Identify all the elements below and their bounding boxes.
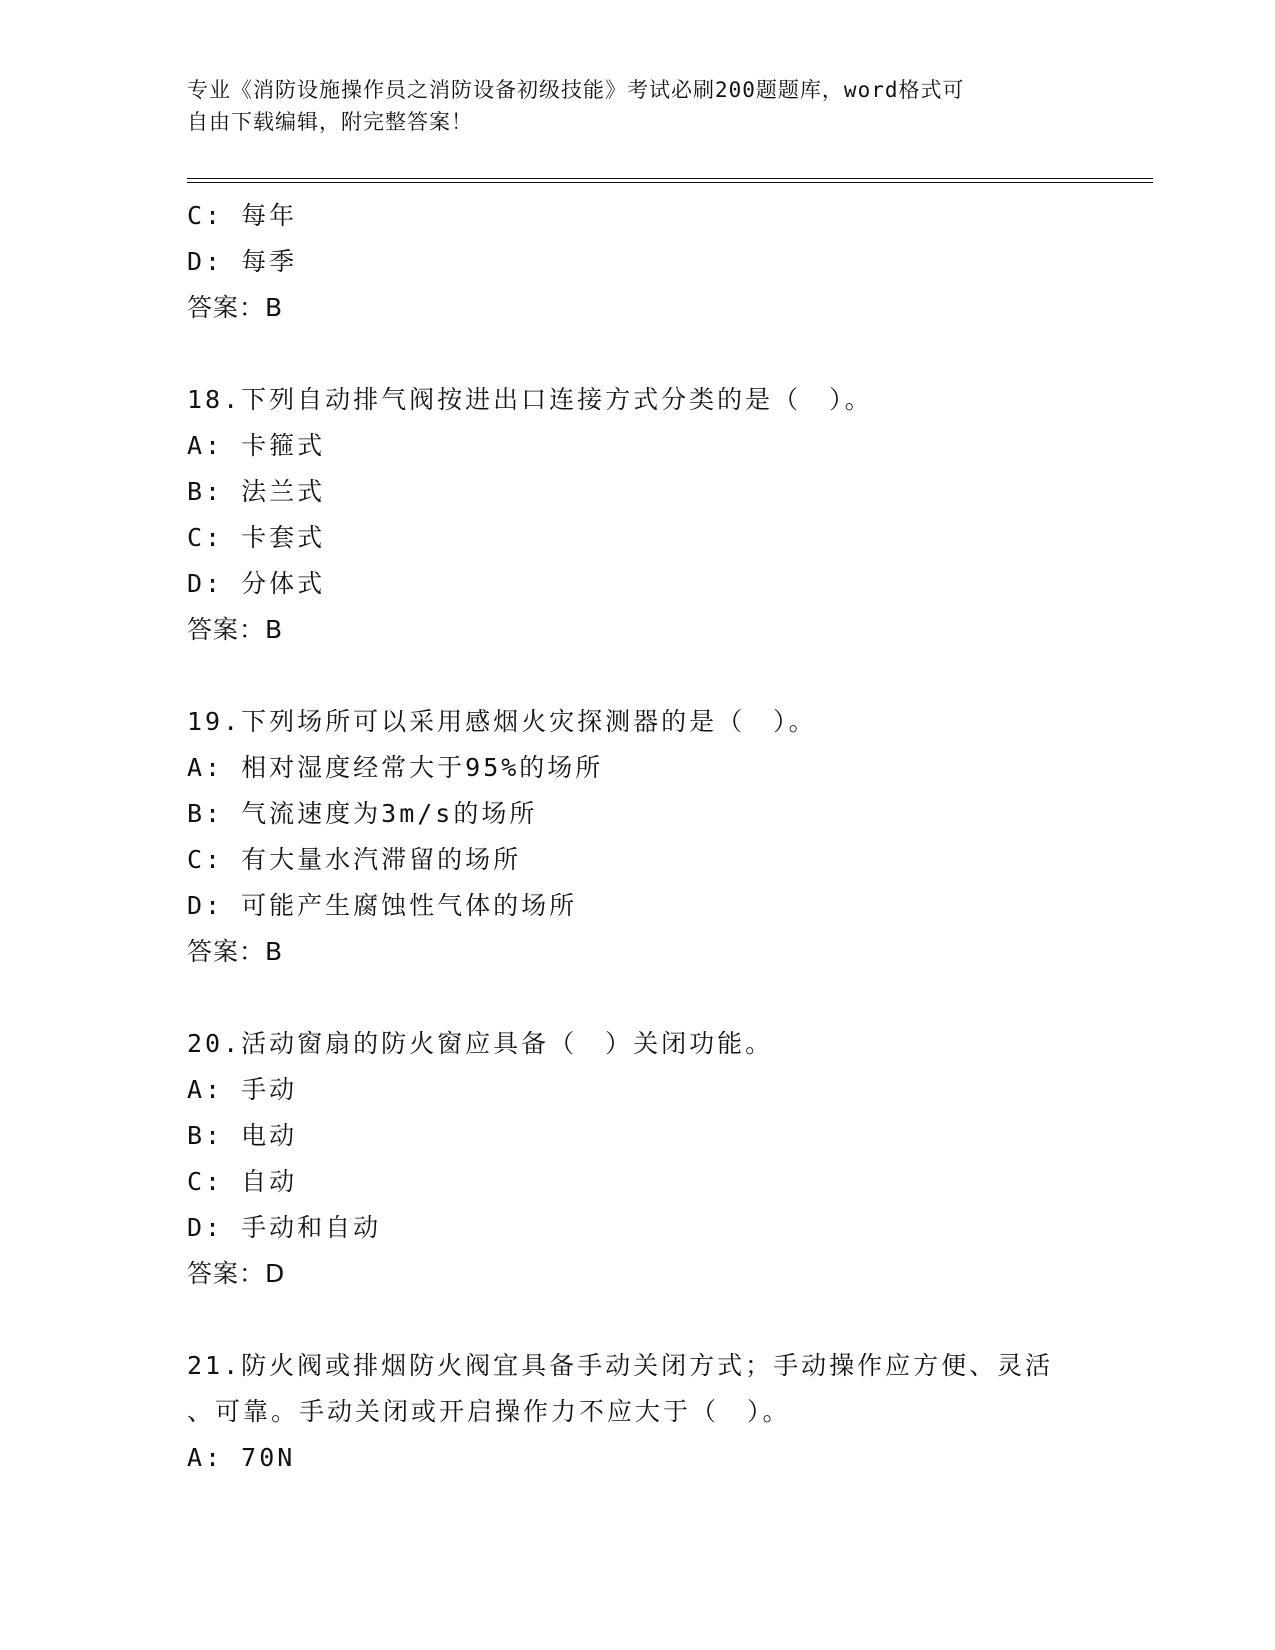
option-c: C: 每年 [187, 201, 298, 230]
answer: 答案：D [187, 1259, 286, 1288]
header-line-2: 自由下载编辑，附完整答案！ [187, 110, 473, 134]
spacer [187, 653, 1087, 699]
spacer [187, 331, 1087, 377]
option-a: A: 卡箍式 [187, 431, 326, 460]
question-text-line-1: 21.防火阀或排烟防火阀宜具备手动关闭方式；手动操作应方便、灵活 [187, 1351, 1054, 1380]
spacer [187, 975, 1087, 1021]
option-b: B: 气流速度为3m/s的场所 [187, 799, 538, 828]
option-d: D: 分体式 [187, 569, 326, 598]
header-divider-top [187, 178, 1153, 179]
answer: 答案：B [187, 615, 284, 644]
question-21 [187, 1343, 1087, 1481]
question-list [187, 193, 1087, 1481]
option-d: D: 手动和自动 [187, 1213, 382, 1242]
header-divider-bottom [187, 182, 1153, 183]
document-header [187, 74, 1067, 138]
option-a: A: 手动 [187, 1075, 298, 1104]
option-a: A: 70N [187, 1443, 296, 1472]
spacer [187, 1297, 1087, 1343]
question-text-line-2: 、可靠。手动关闭或开启操作力不应大于（ ）。 [187, 1397, 791, 1426]
option-b: B: 电动 [187, 1121, 298, 1150]
question-17 [187, 193, 1087, 331]
option-c: C: 卡套式 [187, 523, 326, 552]
option-c: C: 有大量水汽滞留的场所 [187, 845, 522, 874]
option-c: C: 自动 [187, 1167, 298, 1196]
question-text: 18.下列自动排气阀按进出口连接方式分类的是（ ）。 [187, 385, 873, 414]
question-text: 20.活动窗扇的防火窗应具备（ ）关闭功能。 [187, 1029, 774, 1058]
question-text: 19.下列场所可以采用感烟火灾探测器的是（ ）。 [187, 707, 817, 736]
option-d: D: 每季 [187, 247, 298, 276]
question-19 [187, 699, 1087, 975]
header-line-1: 专业《消防设施操作员之消防设备初级技能》考试必刷200题题库，word格式可 [187, 78, 965, 102]
option-b: B: 法兰式 [187, 477, 326, 506]
answer: 答案：B [187, 937, 284, 966]
question-18 [187, 377, 1087, 653]
option-d: D: 可能产生腐蚀性气体的场所 [187, 891, 578, 920]
question-20 [187, 1021, 1087, 1297]
option-a: A: 相对湿度经常大于95%的场所 [187, 753, 604, 782]
answer: 答案：B [187, 293, 284, 322]
